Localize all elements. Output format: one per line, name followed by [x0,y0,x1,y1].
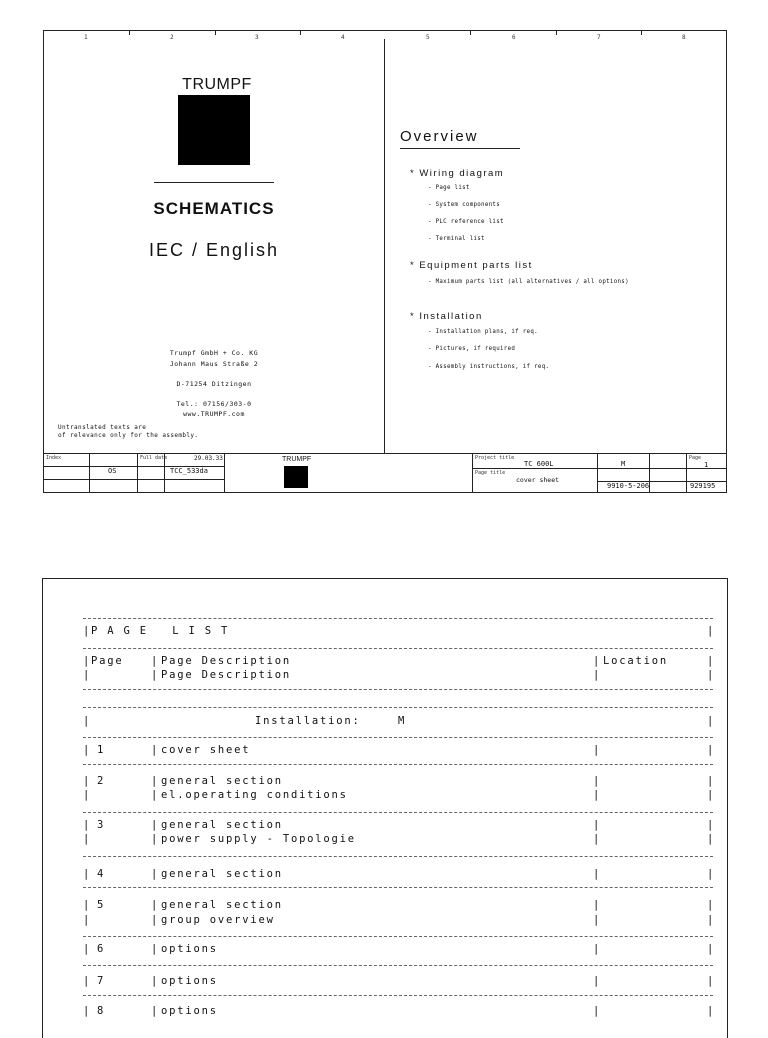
column-header-description-2: Page Description [161,669,291,681]
company-name: Trumpf GmbH + Co. KG [169,349,259,357]
project-label: Project title [475,455,515,461]
page-title-value: cover sheet [516,476,560,484]
section-item: - Terminal list [428,236,485,242]
column-header-location: Location [603,655,668,667]
row-page-number: 5 [97,899,106,911]
title-block [44,453,726,493]
column-number: 3 [255,34,259,41]
column-header-page: Page [91,655,124,667]
date-label: Full date [140,455,168,461]
index-label: Index [46,455,62,461]
row-page-number: 3 [97,819,106,831]
company-website: www.TRUMPF.com [183,410,245,418]
document-title: SCHEMATICS [153,199,275,218]
os-value: OS [108,467,117,475]
page-title-label: Page title [475,470,506,476]
translation-note: Untranslated texts are [58,424,147,431]
row-page-number: 6 [97,943,106,955]
project-value: TC 600L [524,460,554,468]
company-street: Johann Maus Straße 2 [169,360,259,368]
section-heading: * Wiring diagram [410,168,505,179]
document-language: IEC / English [148,240,280,260]
section-item: - System components [428,202,501,208]
row-description: general section [161,819,283,831]
title-block-logo [284,466,308,488]
page-list-sheet: | P A G E L I S T | | Page | Page Description | Location | | | Page Description | | | Installation: M | | 1 | cover sheet | | | 2 | general section | | | | el.operating conditions | | | 3 | general section | | | | power supply - Topologie | | | 4 | general section | | | 5 | general section | | | | group overview | | | 6 | options | | | 7 | options | | | 8 | options | | [42,578,728,1038]
id-value: 929195 [690,482,716,490]
row-description: options [161,1005,218,1017]
row-page-number: 4 [97,868,106,880]
drawing-number-value: 9910-5-206 [607,482,650,490]
row-description: general section [161,775,283,787]
company-logo-text: TRUMPF [182,76,252,93]
overview-title: Overview [400,128,479,145]
date-value: 29.03.33 [194,455,223,462]
row-description: power supply - Topologie [161,833,356,845]
drawing-value: TCC_533da [170,467,208,475]
company-city: D-71254 Ditzingen [176,380,252,388]
section-heading: * Equipment parts list [410,260,533,271]
row-description: general section [161,868,283,880]
section-item: - PLC reference list [428,219,504,225]
title-rule [154,182,274,183]
column-number: 8 [682,34,686,41]
row-description: el.operating conditions [161,789,348,801]
section-item: - Maximum parts list (all alternatives / all options) [428,279,629,285]
sheet-divider [384,39,385,453]
row-page-number: 8 [97,1005,106,1017]
page-label: Page [689,455,702,461]
installation-label: Installation: [255,715,361,727]
row-description: options [161,975,218,987]
title-block-logo-text: TRUMPF [282,456,312,463]
column-number: 7 [597,34,601,41]
row-description: cover sheet [161,744,251,756]
version-value: M [621,460,626,468]
page-list-title: P A G E L I S T [91,625,230,637]
column-header-description: Page Description [161,655,291,667]
overview-underline [400,148,520,149]
company-logo [178,95,250,165]
section-item: - Page list [428,185,470,191]
page-value: 1 [704,461,709,469]
row-page-number: 1 [97,744,106,756]
section-heading: * Installation [410,311,483,322]
column-number: 1 [84,34,88,41]
column-number: 5 [426,34,430,41]
row-page-number: 7 [97,975,106,987]
section-item: - Pictures, if required [428,346,516,352]
row-description: group overview [161,914,275,926]
installation-value: M [398,715,407,727]
section-item: - Installation plans, if req. [428,329,538,335]
cover-sheet [43,30,727,493]
row-description: options [161,943,218,955]
row-description: general section [161,899,283,911]
translation-note: of relevance only for the assembly. [58,432,199,439]
column-number: 6 [512,34,516,41]
column-number: 4 [341,34,345,41]
company-phone: Tel.: 07156/303-0 [176,400,252,408]
column-number: 2 [170,34,174,41]
section-item: - Assembly instructions, if req. [428,364,550,370]
row-page-number: 2 [97,775,106,787]
